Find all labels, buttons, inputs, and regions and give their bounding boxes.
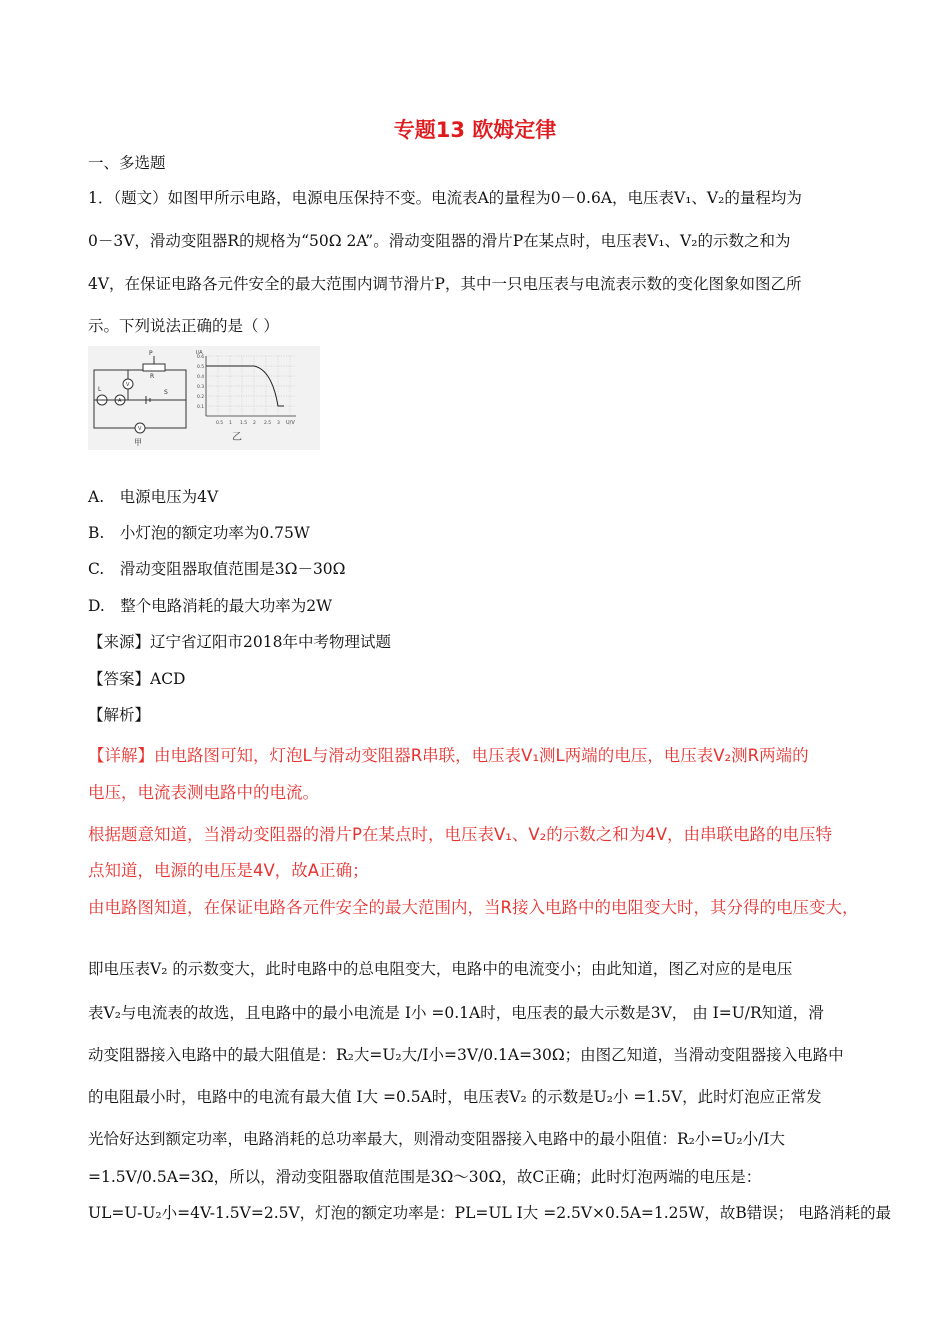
detail-line: 动变阻器接入电路中的最大阻值是：R₂大=U₂大/I小=3V/0.1A=30Ω；由图乙知道，当滑动变阻器接入电路中 bbox=[88, 1046, 844, 1064]
section-heading: 一、多选题 bbox=[88, 154, 166, 172]
analysis-heading: 【解析】 bbox=[88, 706, 151, 724]
graph-curve bbox=[206, 366, 284, 406]
question-figure bbox=[88, 346, 320, 450]
detail-red-line: 电压，电流表测电路中的电流。 bbox=[88, 783, 319, 802]
x-tick-label: 0.5 bbox=[216, 421, 224, 426]
question-line: 4V，在保证电路各元件安全的最大范围内调节滑片P，其中一只电压表与电流表示数的变化图象如图乙所 bbox=[88, 275, 802, 293]
detail-line: 即电压表V₂ 的示数变大，此时电路中的总电阻变大，电路中的电流变小；由此知道，图乙对应的是电压 bbox=[88, 960, 793, 978]
source-line: 【来源】辽宁省辽阳市2018年中考物理试题 bbox=[88, 633, 391, 651]
figure-svg bbox=[88, 346, 320, 450]
x-tick-label: 2 bbox=[253, 421, 256, 426]
question-line: 示。下列说法正确的是（ ） bbox=[88, 317, 279, 335]
detail-line: =1.5V/0.5A=3Ω，所以，滑动变阻器取值范围是3Ω～30Ω，故C正确；此时灯泡两端的电压是： bbox=[88, 1168, 762, 1186]
graph-caption: 乙 bbox=[232, 432, 242, 443]
y-tick-label: 0.6 bbox=[197, 355, 205, 360]
option-b: B. 小灯泡的额定功率为0.75W bbox=[88, 524, 310, 542]
page-title: 专题13 欧姆定律 bbox=[393, 118, 557, 142]
detail-line: 表V₂与电流表的故选，且电路中的最小电流是 I小 =0.1A时，电压表的最大示数是3V， 由 I=U/R知道，滑 bbox=[88, 1004, 824, 1022]
circuit-caption: 甲 bbox=[134, 438, 142, 447]
option-c: C. 滑动变阻器取值范围是3Ω－30Ω bbox=[88, 560, 346, 578]
option-a: A. 电源电压为4V bbox=[88, 488, 219, 506]
detail-red-line: 根据题意知道，当滑动变阻器的滑片P在某点时，电压表V₁、V₂的示数之和为4V，由串联电路的电压特 bbox=[88, 825, 833, 844]
question-line: 0－3V，滑动变阻器R的规格为“50Ω 2A”。滑动变阻器的滑片P在某点时，电压表V₁、V₂的示数之和为 bbox=[88, 232, 791, 250]
circuit-wire bbox=[94, 370, 186, 428]
circuit-label: S bbox=[164, 389, 168, 396]
y-tick-label: 0.4 bbox=[197, 375, 205, 380]
question-line: 1．（题文）如图甲所示电路，电源电压保持不变。电流表A的量程为0－0.6A，电压表V₁、V₂的量程均为 bbox=[88, 189, 802, 207]
graph-grid bbox=[206, 356, 296, 416]
x-tick-label: 2.5 bbox=[264, 421, 272, 426]
detail-red-line: 由电路图知道，在保证电路各元件安全的最大范围内，当R接入电路中的电阻变大时，其分得的电压变大， bbox=[88, 898, 859, 917]
iu-graph bbox=[196, 350, 296, 443]
detail-red-line: 【详解】由电路图可知，灯泡L与滑动变阻器R串联，电压表V₁测L两端的电压，电压表V₂测R两端的 bbox=[88, 746, 809, 765]
graph-y-label: I/A bbox=[196, 350, 203, 356]
y-tick-label: 0.5 bbox=[197, 365, 205, 370]
circuit-label: P bbox=[149, 350, 153, 357]
circuit-label: R bbox=[150, 373, 155, 380]
y-tick-label: 0.3 bbox=[197, 385, 205, 390]
detail-red-line: 点知道，电源的电压是4V，故A正确； bbox=[88, 861, 369, 880]
y-tick-label: 0.2 bbox=[197, 395, 205, 400]
x-tick-label: 1.5 bbox=[240, 421, 248, 426]
detail-line: 的电阻最小时，电路中的电流有最大值 I大 =0.5A时，电压表V₂ 的示数是U₂小 =1.5V，此时灯泡应正常发 bbox=[88, 1088, 822, 1106]
graph-x-label: U/V bbox=[286, 420, 295, 426]
y-tick-label: 0.1 bbox=[197, 405, 205, 410]
answer-line: 【答案】ACD bbox=[88, 670, 186, 688]
resistor-symbol bbox=[143, 364, 165, 371]
circuit-diagram bbox=[94, 356, 186, 433]
circuit-label: A bbox=[118, 398, 122, 404]
x-tick-label: 1 bbox=[229, 421, 232, 426]
circuit-label: V bbox=[126, 382, 130, 388]
detail-line: 光恰好达到额定功率，电路消耗的总功率最大，则滑动变阻器接入电路中的最小阻值：R₂小=U₂小/I大 bbox=[88, 1130, 785, 1148]
circuit-label: V bbox=[138, 426, 142, 432]
option-d: D. 整个电路消耗的最大功率为2W bbox=[88, 597, 333, 615]
x-tick-label: 3 bbox=[277, 421, 280, 426]
circuit-label: L bbox=[98, 386, 102, 393]
detail-line: UL=U-U₂小=4V-1.5V=2.5V，灯泡的额定功率是：PL=UL I大 =2.5V×0.5A=1.25W，故B错误； 电路消耗的最 bbox=[88, 1204, 892, 1222]
